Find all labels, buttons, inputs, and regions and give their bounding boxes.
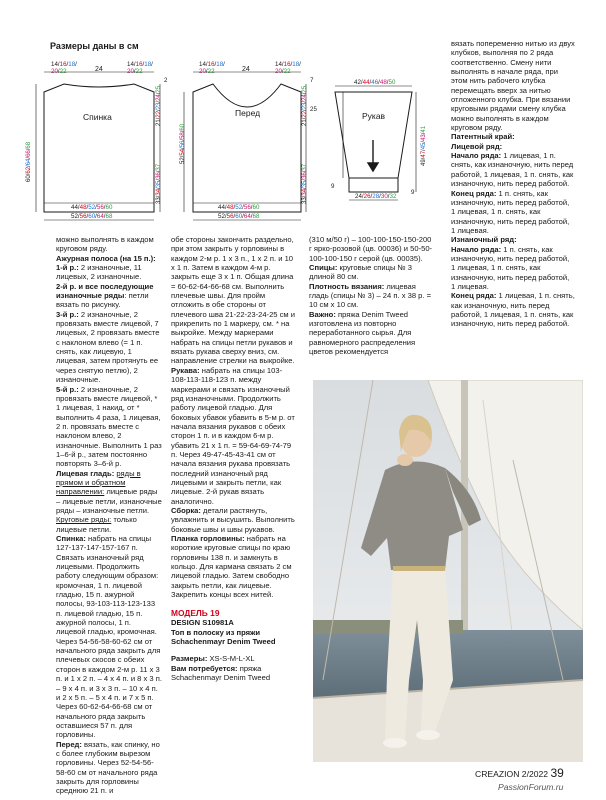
back-schematic <box>44 84 154 212</box>
back-neck-width: 24 <box>95 66 103 73</box>
front-full-length: 52/54/56/58/60 <box>180 123 186 164</box>
lace-stripe-heading: Ажурная полоса (на 15 п.): <box>56 253 156 263</box>
front-neck-depth: 7 <box>310 77 314 84</box>
text-column-1 <box>56 235 162 796</box>
intro-text: можно выполнять в каждом круговом ряду. <box>56 235 154 254</box>
sleeve-side-height: 9 <box>411 189 415 196</box>
back-shoulder-size: 14/16/18/ 20/22 <box>51 61 77 75</box>
sleeve-cuff-height: 9 <box>331 183 335 190</box>
stockinette: Лицевая гладь: ряды в прямом и обратном направлении: лицевые ряды – лицевые петли, изнаночные ряды – изнаночные петли. Круговые ряды: только лицевые петли. <box>56 468 162 534</box>
magazine-issue: CREAZION 2/2022 <box>475 769 549 779</box>
back-instructions: Спинка: набрать на спицы 127-137-147-157-167 п. Связать изнаночный ряд лицевыми. Продолжить работу следующим образом: кромочная, 1 п. лицевой гладью, 15 п. ажурной полосы, 93-103-113-123-133 п. лицевой гладью, 15 п. ажурной полосы, 1 п. лицевой гладью, кромочная. Через 54-56-58-60-62 см от начального ряда закрыть для плечевых скосов с обеих сторон в каждом 2-м р. 11 х 3 п. и 1 х 2 п. – 4 х 4 п. и 8 х 3 п. – 9 х 4 п. и 3 х 3 п. – 10 х 4 п. и 2 х 5 п. – 5 х 4 п. и 7 х 5 п. Через 60-62-64-66-68 см от начального ряда закрыть оставшиеся 57 п. для горловины. <box>56 534 162 740</box>
row-5: 5-й р.: 2 изнаночные, 2 провязать вместе лицевой, * 1 лицевая, 1 накид, от * выполнить 4 раза, 1 лицевая, 2 п. провязать вместе с наклоном влево, 2 изнаночные. Выполнить 1 раз 1–6-й р., затем постоянно повторять 3–6-й р. <box>56 384 162 469</box>
back-label: Спинка <box>83 112 112 122</box>
text-column-3 <box>309 235 436 356</box>
front-shoulder-size-right: 14/16/18/ 20/22 <box>275 61 301 75</box>
gauge-line: Плотность вязания: лицевая гладь (спицы № 3) – 24 п. х 38 р. = 10 см х 10 см. <box>309 281 432 310</box>
sleeve-length: 49/47/45/43/41 <box>421 125 427 166</box>
purl-row-end: Конец ряда: 1 лицевая, 1 п. снять, как изнаночную, нить перед работой, 1 лицевая, 1 п. снять, как изнаночную, нить перед работой. <box>451 291 575 329</box>
back-shoulder-size-right: 14/16/18/ 20/22 <box>127 61 153 75</box>
knitting-direction-arrow <box>368 140 378 171</box>
model-description: Топ в полоску из пряжи Schachenmayr Denim Tweed <box>171 627 276 647</box>
side-slit-length: 25 <box>310 106 317 113</box>
front-half-width: 44/48/52/56/60 <box>218 204 260 211</box>
purl-row-heading: Изнаночный ряд: <box>451 235 517 245</box>
face-row-start: Начало ряда: 1 лицевая, 1 п. снять, как изнаночную, нить перед работой, 1 лицевая, 1 п. снять, как изнаночную, нить перед работой. <box>451 151 574 189</box>
purl-row-start: Начало ряда: 1 п. снять, как изнаночную, нить перед работой, 1 лицевая, 1 п. снять, как изнаночную, нить перед работой, 1 лицевая. <box>451 244 570 291</box>
sleeves-instructions: Рукава: набрать на спицы 103-108-113-118-123 п. между маркерами и связать изнаночный ряд изнаночными. Продолжить работу лицевой гладью. Для боковых убавок убавить в 5-м р. от начала вязания рукавов с обеих сторон 1 п. и в каждом 6-м р. убавить 21 х 1 п. = 59-64-69-74-79 п. Через 49-47-45-43-41 см от начала вязания рукава провязать последний изнаночный ряд лицевыми и закрыть петли, как лицевые. 2-й рукав вязать аналогично. <box>171 365 295 506</box>
yarn-alternation-note: вязать попеременно нитью из двух клубков, выполняя по 2 ряда соответственно. Смену нити выполнять в начале ряда, при этом нить рабочего клубка перемещать вверх за нитью отложенного клубка. При вязании круговыми рядами смену клубка можно выполнять в каждом круговом ряду. <box>451 39 575 133</box>
back-total-length: 60/62/64/66/68 <box>26 141 32 182</box>
design-code: DESIGN S10981A <box>171 618 234 628</box>
row-2: 2-й р. и все последующие изнаночные ряды: петли вязать по рисунку. <box>56 281 154 310</box>
back-bottom-width: 52/56/60/64/68 <box>71 213 113 220</box>
sleeve-label: Рукав <box>362 111 386 121</box>
row-3: 3-й р.: 2 изнаночные, 2 провязать вместе лицевой, 7 лицевых, 2 провязать вместе с наклоном влево (= 1 п. снять, как лицевую, 1 лицевая, затем протянуть ее через снятую петлю), 2 изнаночные. <box>56 309 160 385</box>
diagrams-title: Размеры даны в см <box>50 41 139 51</box>
model-photo <box>313 380 583 762</box>
text-column-2 <box>171 235 295 682</box>
face-row-heading: Лицевой ряд: <box>451 141 503 151</box>
back-neck-depth: 2 <box>164 77 168 84</box>
patent-edge-heading: Патентный край: <box>451 132 515 142</box>
text-column-4 <box>451 39 575 329</box>
watermark: PassionForum.ru <box>498 782 564 792</box>
page-footer <box>475 766 564 780</box>
photo-illustration <box>313 380 583 762</box>
back-armhole-depth: 21/22/23/24/25 <box>156 85 162 126</box>
front-shoulder-size: 14/16/18/ 20/22 <box>199 61 225 75</box>
front-instructions: Перед: вязать, как спинку, но с более глубоким вырезом горловины. Через 52-54-56-58-60 см от начального ряда закрыть для горловины среднюю 21 п. и <box>56 739 160 796</box>
front-label: Перед <box>235 108 261 118</box>
row-1: 1-й р.: 2 изнаночные, 11 лицевых, 2 изнаночные. <box>56 263 142 282</box>
important-note: Важно: пряжа Denim Tweed изготовлена из повторно переработанного сырья. Для равномерного распределения цветов рекомендуется <box>309 309 416 357</box>
model-number: МОДЕЛЬ 19 <box>171 608 220 619</box>
face-row-end: Конец ряда: 1 п. снять, как изнаночную, нить перед работой, 1 лицевая, 1 п. снять, как изнаночную, нить перед работой, 1 лицевая. <box>451 188 570 235</box>
back-half-width: 44/48/52/56/60 <box>71 204 113 211</box>
yarn-amounts: (310 м/50 г) – 100-100-150-150-200 г ярко-розовой (цв. 00036) и 50-50-100-100-150 г серой (цв. 00035). <box>309 235 433 263</box>
sleeve-top-width: 42/44/46/48/50 <box>354 79 396 86</box>
sleeve-bottom-width: 24/26/28/30/32 <box>355 193 397 200</box>
front-schematic <box>193 84 301 212</box>
back-length-to-armhole: 33/34/35/36/37 <box>156 163 162 204</box>
materials-line: Вам потребуется: пряжа Schachenmayr Denim Tweed <box>171 663 271 683</box>
front-bottom-width: 52/56/60/64/68 <box>218 213 260 220</box>
front-armhole-depth: 21/22/23/24/25 <box>302 85 308 126</box>
front-length-to-armhole: 33/34/35/36/37 <box>302 163 308 204</box>
needles-line: Спицы: круговые спицы № 3 длиной 80 см. <box>309 263 412 282</box>
neckband-instructions: Планка горловины: набрать на короткие круговые спицы по краю горловины 138 п. и замкнуть в кольцо. Для кармана связать 2 см лицевой гладью. Затем свободно закрыть петли, как лицевые. Закрепить концы всех нитей. <box>171 534 292 600</box>
assembly-instructions: Сборка: детали растянуть, увлажнить и высушить. Выполнить боковые швы и швы рукавов. <box>171 505 295 534</box>
page-number: 39 <box>550 766 564 780</box>
front-continued: обе стороны закончить раздельно, при этом закрыть у горловины в каждом 2-м р. 1 х 3 п., 1 х 2 п. и 10 х 1 п. Затем в каждом 4-м р. закрыть еще 3 х 1 п. Общая длина = 60-62-64-66-68 см. Выполнить плечевые швы. Для пройм отложить в обе стороны от плечевого шва 21-22-23-24-25 см и прикрепить по 1 маркеру, см. * на выкройке. Между маркерами набрать на спицы петли рукавов и вязать рукава сверху вниз, см. направление стрелки на выкройке. <box>171 235 296 366</box>
front-neck-width: 24 <box>242 66 250 73</box>
sizes-line: Размеры: XS-S-M-L-XL <box>171 654 255 664</box>
